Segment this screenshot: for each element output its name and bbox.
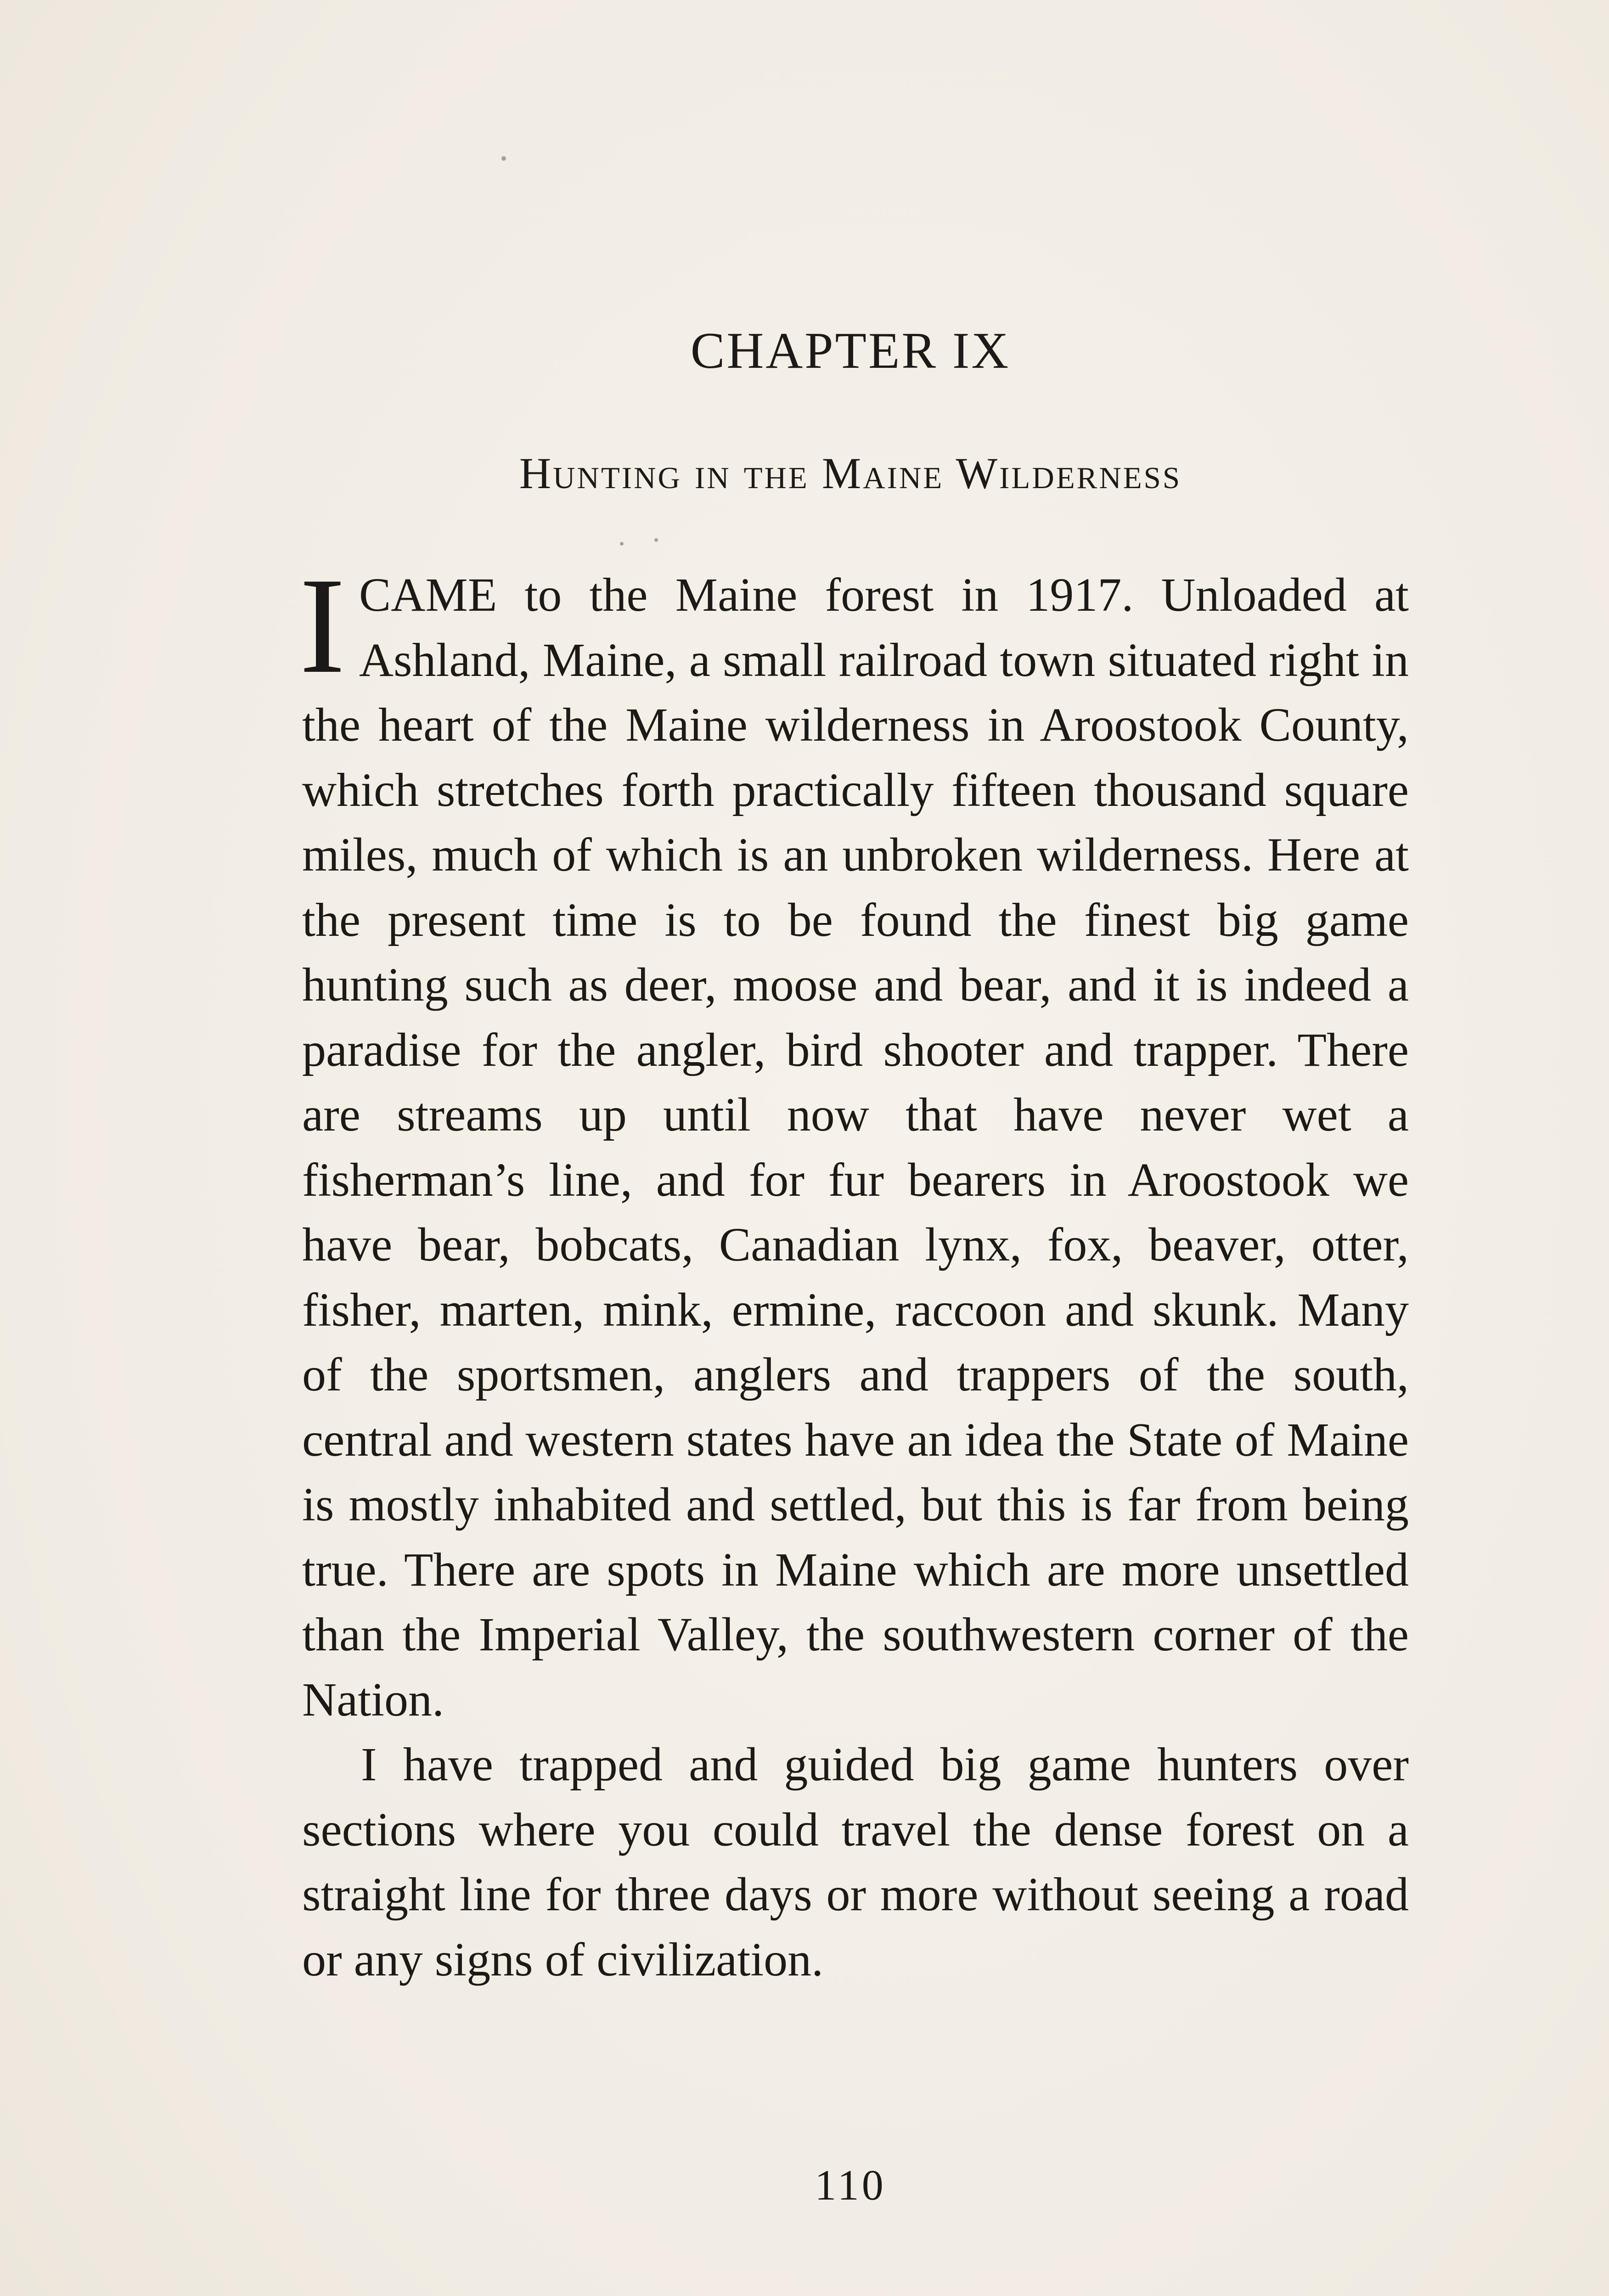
- drop-cap: I: [299, 549, 345, 702]
- chapter-title: Hunting in the Maine Wilderness: [519, 449, 1182, 498]
- paper-speck: [501, 156, 506, 161]
- paragraph-1-text: CAME to the Maine forest in 1917. Unloaded at Ashland, Maine, a small railroad town situated right in the heart of the Maine wilderness in Aroostook County, which stretches forth practically fifteen thousand square miles, much of which is an unbroken wilderness. Here at the present time is to be found the finest big game hunting such as deer, moose and bear, and it is indeed a paradise for the angler, bird shooter and trapper. There are streams up until now that have never wet a fisherman’s line, and for fur bearers in Aroostook we have bear, bobcats, Canadian lynx, fox, beaver, otter, fisher, marten, mink, ermine, raccoon and skunk. Many of the sportsmen, anglers and trappers of the south, central and western states have an idea the State of Maine is mostly inhabited and settled, but this is far from being true. There are spots in Maine which are more unsettled than the Imperial Valley, the southwestern corner of the Nation.: [302, 568, 1409, 1726]
- paper-speck: [654, 538, 658, 542]
- paper-speck: [620, 542, 624, 546]
- chapter-heading: CHAPTER IX: [690, 322, 1011, 379]
- paragraph-2: I have trapped and guided big game hunters over sections where you could travel the dense forest on a straight line for three days or more without seeing a road or any signs of civilization.: [302, 1738, 1409, 1986]
- body-text: [299, 549, 1409, 1992]
- page-number: 110: [815, 2161, 886, 2209]
- paragraph-1: [299, 549, 1409, 1732]
